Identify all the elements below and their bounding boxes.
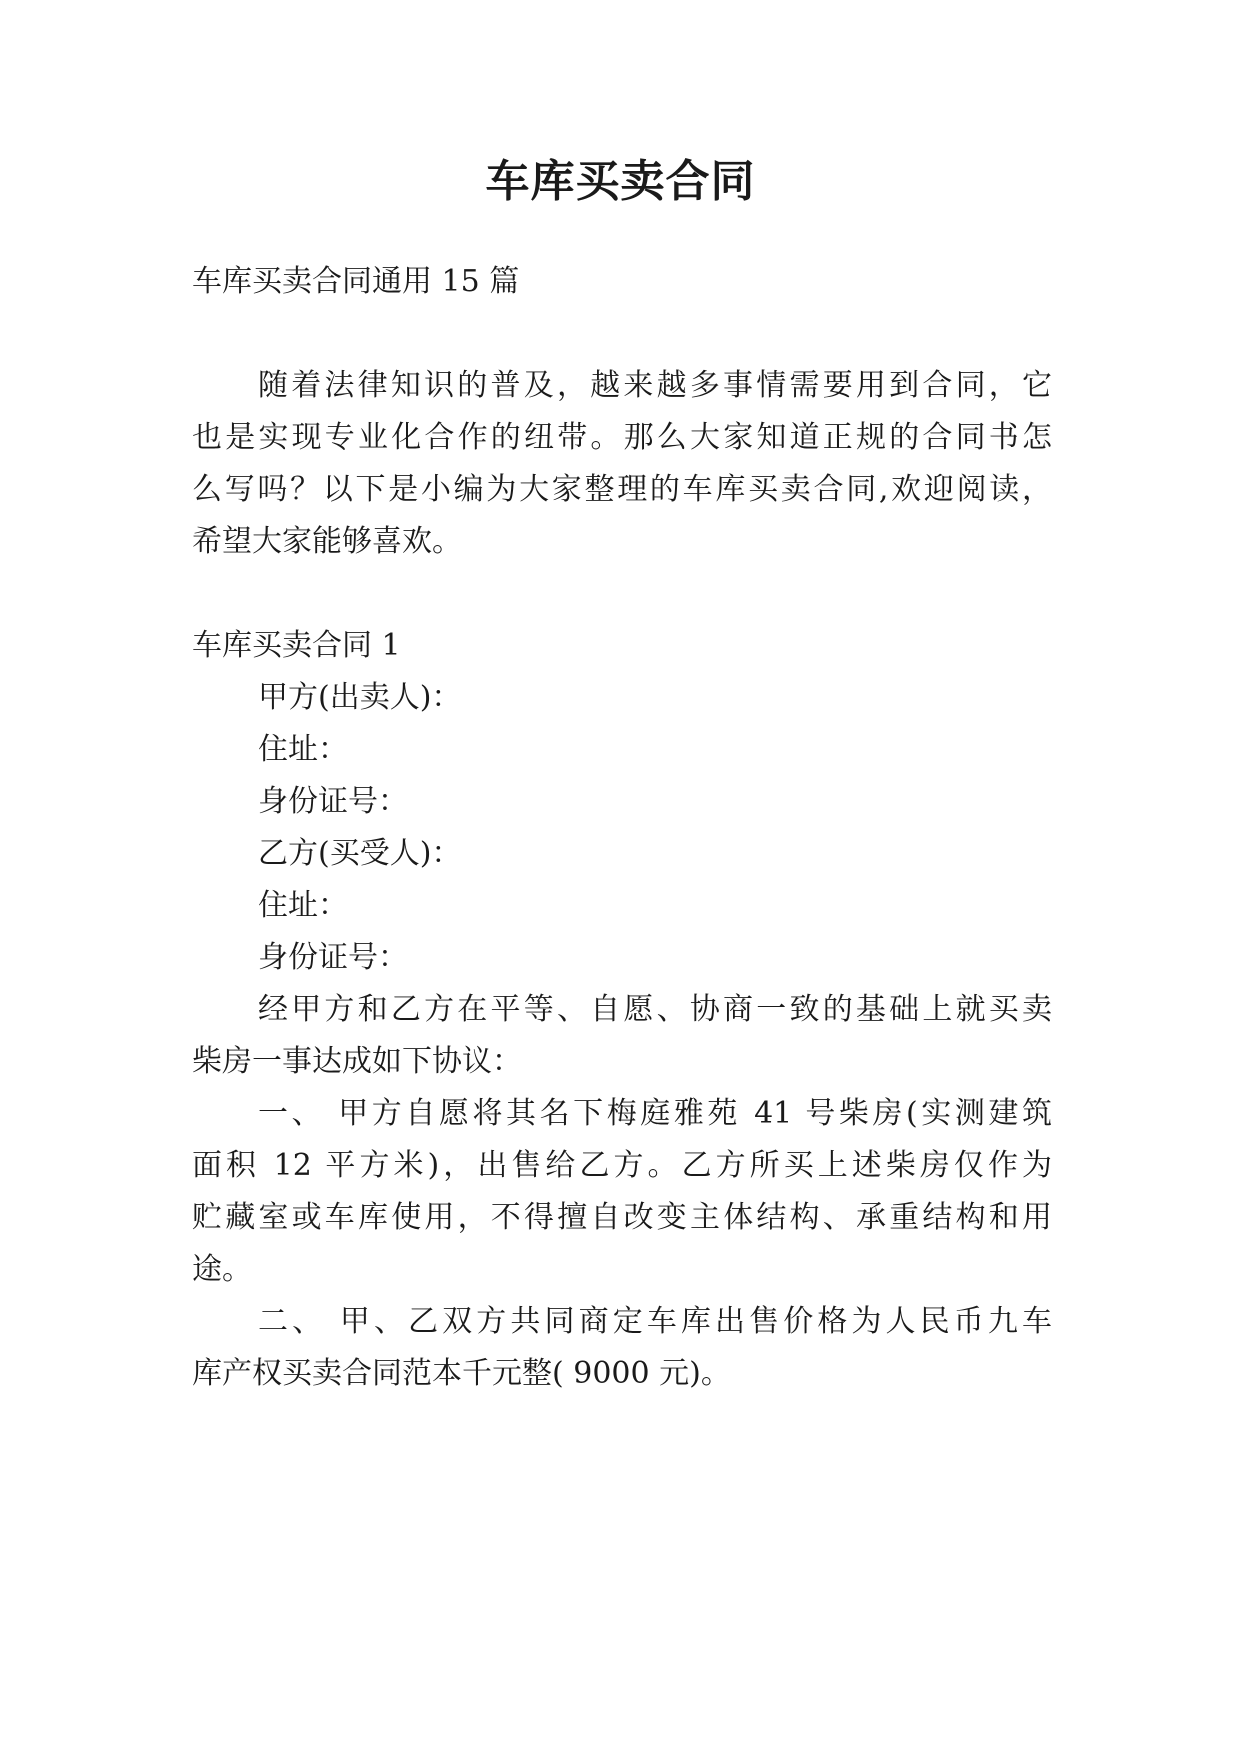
party-a-id-label: 身份证号： (258, 784, 408, 819)
document-title: 车库买卖合同 (485, 156, 756, 207)
party-a-label: 甲方(出卖人)： (258, 680, 462, 715)
intro-line-4: 希望大家能够喜欢。 (192, 524, 462, 559)
party-b-id-label: 身份证号： (258, 940, 408, 975)
intro-line-3: 么写吗？以下是小编为大家整理的车库买卖合同,欢迎阅读， (192, 472, 1052, 507)
party-b-address-label: 住址： (258, 888, 348, 923)
party-b-label: 乙方(买受人)： (258, 836, 462, 871)
clause-2-line-2: 库产权买卖合同范本千元整( 9000 元)。 (192, 1356, 731, 1391)
intro-line-2: 也是实现专业化合作的纽带。那么大家知道正规的合同书怎 (192, 420, 1052, 455)
contract-1-heading: 车库买卖合同 1 (192, 628, 401, 663)
clause-2-line-1: 二、 甲、乙双方共同商定车库出售价格为人民币九车 (258, 1304, 1052, 1339)
clause-1-line-1: 一、 甲方自愿将其名下梅庭雅苑 41 号柴房(实测建筑 (258, 1096, 1052, 1131)
clause-1-line-3: 贮藏室或车库使用，不得擅自改变主体结构、承重结构和用 (192, 1200, 1052, 1235)
document-subtitle: 车库买卖合同通用 15 篇 (192, 264, 520, 299)
clause-1-line-4: 途。 (192, 1252, 252, 1287)
clause-1-line-2: 面积 12 平方米)，出售给乙方。乙方所买上述柴房仅作为 (192, 1148, 1052, 1183)
party-a-address-label: 住址： (258, 732, 348, 767)
agreement-line-1: 经甲方和乙方在平等、自愿、协商一致的基础上就买卖 (258, 992, 1052, 1027)
agreement-line-2: 柴房一事达成如下协议： (192, 1044, 522, 1079)
intro-line-1: 随着法律知识的普及，越来越多事情需要用到合同，它 (258, 368, 1052, 403)
